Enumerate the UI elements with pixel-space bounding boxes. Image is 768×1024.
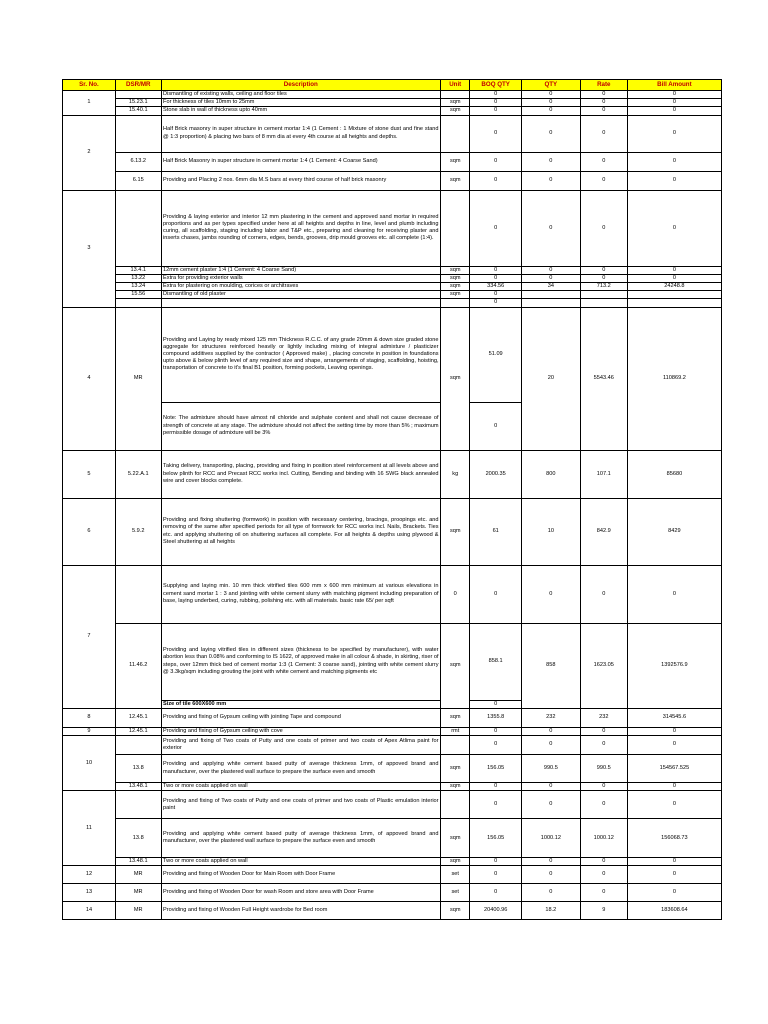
rate-cell: 0 [580, 565, 627, 623]
dsr-cell: 12.45.1 [115, 727, 161, 735]
dsr-cell: 13.48.1 [115, 783, 161, 791]
rate-cell: 0 [580, 858, 627, 866]
description-cell: 12mm cement plaster 1:4 (1 Cement: 4 Coarse Sand) [161, 266, 440, 274]
rate-cell: 1000.12 [580, 819, 627, 858]
unit-cell: sqm [441, 274, 470, 282]
rate-cell: 107.1 [580, 450, 627, 498]
bill-amount-cell: 0 [627, 115, 721, 152]
table-row [63, 783, 722, 791]
boq-qty-cell: 0 [470, 152, 521, 171]
dsr-cell: 6.15 [115, 171, 161, 190]
table-row [63, 107, 722, 115]
table-row [63, 623, 722, 700]
boq-table [62, 79, 722, 920]
header-dsr-mr: DSR/MR [115, 80, 161, 91]
table-row [63, 266, 722, 274]
bill-amount-cell: 0 [627, 884, 721, 902]
sr-no-cell: 13 [63, 884, 116, 902]
bill-amount-cell: 0 [627, 274, 721, 282]
boq-qty-cell: 2000.35 [470, 450, 521, 498]
unit-cell: kg [441, 450, 470, 498]
unit-cell: sqm [441, 307, 470, 450]
unit-cell [441, 115, 470, 152]
unit-cell [441, 190, 470, 266]
bill-amount-cell: 0 [627, 107, 721, 115]
unit-cell: sqm [441, 107, 470, 115]
boq-qty-cell: 0 [470, 791, 521, 819]
table-row [63, 708, 722, 727]
rate-cell [580, 291, 627, 299]
dsr-cell: 12.45.1 [115, 708, 161, 727]
dsr-cell: 5.22.A.1 [115, 450, 161, 498]
boq-qty-cell: 0 [470, 291, 521, 299]
qty-cell: 10 [521, 498, 580, 565]
qty-cell: 990.5 [521, 755, 580, 783]
table-row [63, 152, 722, 171]
unit-cell: sqm [441, 783, 470, 791]
boq-qty-cell: 0 [470, 727, 521, 735]
description-cell: Two or more coats applied on wall [161, 858, 440, 866]
boq-qty-cell: 0 [470, 884, 521, 902]
bill-amount-cell [627, 299, 721, 307]
unit-cell: rmt [441, 727, 470, 735]
description-cell: Dismantling of existing walls, ceiling and floor tiles [161, 91, 440, 99]
rate-cell: 713.2 [580, 283, 627, 291]
sr-no-cell: 7 [63, 565, 116, 708]
rate-cell: 0 [580, 866, 627, 884]
description-cell: Stone slab in wall of thickness upto 40mm [161, 107, 440, 115]
description-cell: Providing and fixing shuttering (formwork) in position with necessary centering, bracings, proopings etc. and removing of the same after specified periods for all type of formwork for RCC works incl. Nails, Brackets. Ties etc. and applying shuttering oil on shuttering surfaces all complete. For all heights & depths using plywood & Steel shuttering at all heights [161, 498, 440, 565]
unit-cell: 0 [441, 565, 470, 623]
header-boq-qty: BOQ QTY [470, 80, 521, 91]
table-row [63, 190, 722, 266]
bill-amount-cell: 0 [627, 866, 721, 884]
table-row [63, 299, 722, 307]
table-row [63, 99, 722, 107]
bill-amount-cell: 110869.2 [627, 307, 721, 450]
bill-amount-cell: 24248.8 [627, 283, 721, 291]
description-cell: Providing and fixing of Wooden Full Height wardrobe for Bed room [161, 902, 440, 920]
description-cell: Providing and fixing of Two coats of Putty and one coats of primer and two coats of Apex Atlima paint for exterior [161, 736, 440, 755]
description-cell: Taking delivery, transporting, placing, providing and fixing in position steel reinforcement at all levels above and below plinth for RCC and Precast RCC works incl. Cutting, Bending and binding with 16 SWG black annealed wire and cover blocks complete. [161, 450, 440, 498]
description-cell: Providing and fixing of Wooden Door for wash Room and store area with Door Frame [161, 884, 440, 902]
boq-qty-cell: 0 [470, 99, 521, 107]
unit-cell [441, 91, 470, 99]
unit-cell: sqm [441, 498, 470, 565]
boq-qty-cell: 156.05 [470, 755, 521, 783]
unit-cell: sqm [441, 99, 470, 107]
dsr-cell: 15.56 [115, 291, 161, 299]
dsr-cell [115, 565, 161, 623]
bill-amount-cell: 0 [627, 736, 721, 755]
bill-amount-cell: 0 [627, 190, 721, 266]
rate-cell: 0 [580, 727, 627, 735]
unit-cell: sqm [441, 291, 470, 299]
boq-qty-cell: 0 [470, 565, 521, 623]
header-description: Description [161, 80, 440, 91]
qty-cell: 34 [521, 283, 580, 291]
rate-cell: 0 [580, 791, 627, 819]
dsr-cell [115, 736, 161, 755]
bill-amount-cell: 0 [627, 727, 721, 735]
bill-amount-cell: 154567.525 [627, 755, 721, 783]
description-cell: Half Brick masonry in super structure in cement mortar 1:4 (1 Cement : 1 Mixture of stone dust and fine stand @ 1:3 proportion) & placing two bars of 8 mm dia at every 4th course at all heights and depths. [161, 115, 440, 152]
sr-no-cell: 12 [63, 866, 116, 884]
description-cell: Extra for plastering on moulding, corices or architraves [161, 283, 440, 291]
bill-amount-cell: 0 [627, 152, 721, 171]
rate-cell: 232 [580, 708, 627, 727]
description-cell: Note: The admixture should have almost nil chloride and sulphate content and shall not cause decrease of strength of concrete at any stage. The admixture should not affect the setting time by more than 5% ; maximum permissible dosage of admixture will be 3% [161, 402, 440, 450]
unit-cell: sqm [441, 171, 470, 190]
header-row [63, 80, 722, 91]
bill-amount-cell [627, 291, 721, 299]
boq-qty-cell: 0 [470, 91, 521, 99]
boq-qty-cell: 61 [470, 498, 521, 565]
boq-qty-cell: 20400.96 [470, 902, 521, 920]
sr-no-cell: 2 [63, 115, 116, 190]
table-row [63, 171, 722, 190]
unit-cell [441, 299, 470, 307]
unit-cell: sqm [441, 623, 470, 708]
dsr-cell: 13.8 [115, 755, 161, 783]
bill-amount-cell: 0 [627, 858, 721, 866]
rate-cell: 0 [580, 115, 627, 152]
table-row [63, 858, 722, 866]
description-cell: Providing & laying exterior and interior 12 mm plastering in the cement and approved sand mortar in required proportions and as per types specified under here at all heights and depths in line, level and plumb including curing, all scaffolding, staging including labor and T&P etc., preparing and cleaning for receiving plaster and inserts chases, jambs rounding of corners, edges, bends, grooves, drip mould grooves etc. all complete (1:4). [161, 190, 440, 266]
boq-qty-cell: 0 [470, 783, 521, 791]
qty-cell: 0 [521, 727, 580, 735]
rate-cell: 1623.05 [580, 623, 627, 708]
boq-qty-cell: 0 [470, 190, 521, 266]
bill-amount-cell: 1392576.9 [627, 623, 721, 708]
bill-amount-cell: 0 [627, 99, 721, 107]
header-unit: Unit [441, 80, 470, 91]
dsr-cell: 13.8 [115, 819, 161, 858]
table-row [63, 91, 722, 99]
boq-qty-cell: 858.1 [470, 623, 521, 700]
sr-no-cell: 1 [63, 91, 116, 116]
qty-cell: 0 [521, 266, 580, 274]
dsr-cell: MR [115, 902, 161, 920]
bill-amount-cell: 0 [627, 171, 721, 190]
boq-qty-cell: 0 [470, 866, 521, 884]
description-cell: Providing and applying white cement based putty of average thickness 1mm, of appoved brand and manufacturer, over the plastered wall surface to prepare the surface even and smooth [161, 755, 440, 783]
boq-qty-cell: 0 [470, 115, 521, 152]
table-row [63, 902, 722, 920]
dsr-cell: 13.24 [115, 283, 161, 291]
rate-cell: 5543.46 [580, 307, 627, 450]
description-cell: Providing and fixing of Two coats of Putty and one coats of primer and two coats of Plastic emulation interior paint [161, 791, 440, 819]
unit-cell: sqm [441, 708, 470, 727]
qty-cell [521, 299, 580, 307]
dsr-cell: 15.40.1 [115, 107, 161, 115]
qty-cell: 0 [521, 736, 580, 755]
description-cell: Supplying and laying min. 10 mm thick vitrified tiles 600 mm x 600 mm minimum at various elevations in cement sand mortar 1 : 3 and jointing with white cement slurry with matching pigment including preparation of base, laying underbed, curing, rubbing, polishing etc. with all materials. basic rate 65/ per sqft [161, 565, 440, 623]
description-cell: For thickness of tiles 10mm to 25mm [161, 99, 440, 107]
qty-cell: 0 [521, 866, 580, 884]
unit-cell [441, 736, 470, 755]
table-row [63, 755, 722, 783]
table-row [63, 283, 722, 291]
bill-amount-cell: 183608.64 [627, 902, 721, 920]
qty-cell: 0 [521, 858, 580, 866]
sr-no-cell: 3 [63, 190, 116, 307]
boq-qty-cell: 334.56 [470, 283, 521, 291]
description-cell: Size of tile 600X600 mm [161, 700, 440, 708]
boq-qty-cell: 0 [470, 274, 521, 282]
sr-no-cell: 11 [63, 791, 116, 866]
qty-cell: 0 [521, 274, 580, 282]
unit-cell: sqm [441, 902, 470, 920]
unit-cell: sqm [441, 152, 470, 171]
description-cell: Providing and fixing of Gypsum ceiling with jointing Tape and compound [161, 708, 440, 727]
table-row [63, 791, 722, 819]
bill-amount-cell: 0 [627, 91, 721, 99]
dsr-cell: 13.22 [115, 274, 161, 282]
bill-amount-cell: 0 [627, 266, 721, 274]
table-row [63, 115, 722, 152]
description-cell: Providing and fixing of Gypsum ceiling with cove [161, 727, 440, 735]
sr-no-cell: 4 [63, 307, 116, 450]
sr-no-cell: 14 [63, 902, 116, 920]
table-row [63, 884, 722, 902]
dsr-cell [115, 190, 161, 266]
qty-cell: 858 [521, 623, 580, 708]
description-cell: Providing and laying vitrified tiles in different sizes (thickness to be specified by manufacturer), with water abortion less than 0.08% and conforming to IS 1622, of approved make in all colour & shade, in skirting, riser of steps, over 12mm thick bed of cement mortar 1:3 (1 Cement: 3 coarse sand), jointing with white cement slurry @ 3.3kg/sqm including grouting the joint with white cement and matching pigments etc [161, 623, 440, 700]
qty-cell: 0 [521, 107, 580, 115]
rate-cell: 990.5 [580, 755, 627, 783]
sr-no-cell: 9 [63, 727, 116, 735]
sr-no-cell: 10 [63, 736, 116, 791]
dsr-cell [115, 115, 161, 152]
table-row [63, 727, 722, 735]
table-row [63, 274, 722, 282]
bill-amount-cell: 8429 [627, 498, 721, 565]
boq-qty-cell: 0 [470, 736, 521, 755]
qty-cell: 0 [521, 791, 580, 819]
dsr-cell [115, 91, 161, 99]
dsr-cell: MR [115, 307, 161, 450]
header-bill-amount: Bill Amount [627, 80, 721, 91]
qty-cell: 20 [521, 307, 580, 450]
description-cell: Two or more coats applied on wall [161, 783, 440, 791]
boq-qty-cell: 0 [470, 266, 521, 274]
rate-cell: 0 [580, 171, 627, 190]
rate-cell: 0 [580, 91, 627, 99]
rate-cell: 0 [580, 736, 627, 755]
header-qty: QTY [521, 80, 580, 91]
description-cell: Providing and applying white cement based putty of average thickness 1mm, of appoved brand and manufacturer, over the plastered wall surface to prepare the surface even and smooth [161, 819, 440, 858]
qty-cell: 232 [521, 708, 580, 727]
unit-cell [441, 791, 470, 819]
qty-cell: 0 [521, 783, 580, 791]
description-cell: Providing and Laying by ready mixed 125 mm Thickness R.C.C. of any grade 20mm & down size graded stone aggregate for structures reinforced heavily or lightly including mixing of integral admixture / plasticizer compound additives supplied by the contractor ( Approved make) , placing concrete in position in foundations upto above & below plinth level of any required size and shape, arrangements of staging, scaffolding, hoisting, transportation of concrete to it's final B1 position, forming pockets, Leaving openings. [161, 307, 440, 402]
table-row [63, 291, 722, 299]
rate-cell [580, 299, 627, 307]
bill-amount-cell: 156068.73 [627, 819, 721, 858]
header-sr-no: Sr. No. [63, 80, 116, 91]
bill-amount-cell: 0 [627, 565, 721, 623]
rate-cell: 9 [580, 902, 627, 920]
boq-qty-cell: 51.09 [470, 307, 521, 402]
unit-cell: sqm [441, 283, 470, 291]
qty-cell: 0 [521, 99, 580, 107]
boq-qty-cell: 0 [470, 700, 521, 708]
qty-cell: 0 [521, 190, 580, 266]
qty-cell: 0 [521, 171, 580, 190]
boq-qty-cell: 0 [470, 402, 521, 450]
qty-cell: 1000.12 [521, 819, 580, 858]
table-row [63, 866, 722, 884]
rate-cell: 0 [580, 274, 627, 282]
bill-amount-cell: 0 [627, 791, 721, 819]
sr-no-cell: 6 [63, 498, 116, 565]
unit-cell: sqm [441, 819, 470, 858]
dsr-cell: MR [115, 866, 161, 884]
boq-qty-cell: 0 [470, 171, 521, 190]
header-rate: Rate [580, 80, 627, 91]
table-row [63, 498, 722, 565]
table-row [63, 736, 722, 755]
dsr-cell: 15.23.1 [115, 99, 161, 107]
rate-cell: 0 [580, 884, 627, 902]
qty-cell [521, 291, 580, 299]
table-row [63, 565, 722, 623]
qty-cell: 0 [521, 152, 580, 171]
qty-cell: 800 [521, 450, 580, 498]
description-cell [161, 299, 440, 307]
unit-cell: sqm [441, 858, 470, 866]
bill-amount-cell: 0 [627, 783, 721, 791]
rate-cell: 0 [580, 190, 627, 266]
unit-cell: set [441, 866, 470, 884]
rate-cell: 0 [580, 107, 627, 115]
qty-cell: 18.2 [521, 902, 580, 920]
dsr-cell: 13.4.1 [115, 266, 161, 274]
qty-cell: 0 [521, 91, 580, 99]
boq-qty-cell: 0 [470, 299, 521, 307]
dsr-cell: 6.13.2 [115, 152, 161, 171]
description-cell: Dismantling of old plaster [161, 291, 440, 299]
bill-amount-cell: 314545.6 [627, 708, 721, 727]
dsr-cell: MR [115, 884, 161, 902]
rate-cell: 0 [580, 783, 627, 791]
unit-cell: sqm [441, 266, 470, 274]
dsr-cell: 11.46.2 [115, 623, 161, 708]
qty-cell: 0 [521, 565, 580, 623]
rate-cell: 0 [580, 99, 627, 107]
dsr-cell: 5.9.2 [115, 498, 161, 565]
qty-cell: 0 [521, 884, 580, 902]
qty-cell: 0 [521, 115, 580, 152]
rate-cell: 0 [580, 152, 627, 171]
boq-qty-cell: 156.05 [470, 819, 521, 858]
boq-qty-cell: 1355.8 [470, 708, 521, 727]
table-row [63, 450, 722, 498]
boq-qty-cell: 0 [470, 107, 521, 115]
unit-cell: sqm [441, 755, 470, 783]
bill-amount-cell: 85680 [627, 450, 721, 498]
dsr-cell [115, 791, 161, 819]
table-row [63, 307, 722, 402]
dsr-cell [115, 299, 161, 307]
table-row [63, 819, 722, 858]
description-cell: Providing and Placing 2 nos. 6mm dia M.S bars at every third course of half brick masonry [161, 171, 440, 190]
description-cell: Providing and fixing of Wooden Door for Main Room with Door Frame [161, 866, 440, 884]
boq-qty-cell: 0 [470, 858, 521, 866]
description-cell: Half Brick Masonry in super structure in cement mortar 1:4 (1 Cement: 4 Coarse Sand) [161, 152, 440, 171]
unit-cell: set [441, 884, 470, 902]
dsr-cell: 13.48.1 [115, 858, 161, 866]
rate-cell: 0 [580, 266, 627, 274]
rate-cell: 842.9 [580, 498, 627, 565]
sr-no-cell: 8 [63, 708, 116, 727]
sr-no-cell: 5 [63, 450, 116, 498]
description-cell: Extra for providing exterior walls [161, 274, 440, 282]
